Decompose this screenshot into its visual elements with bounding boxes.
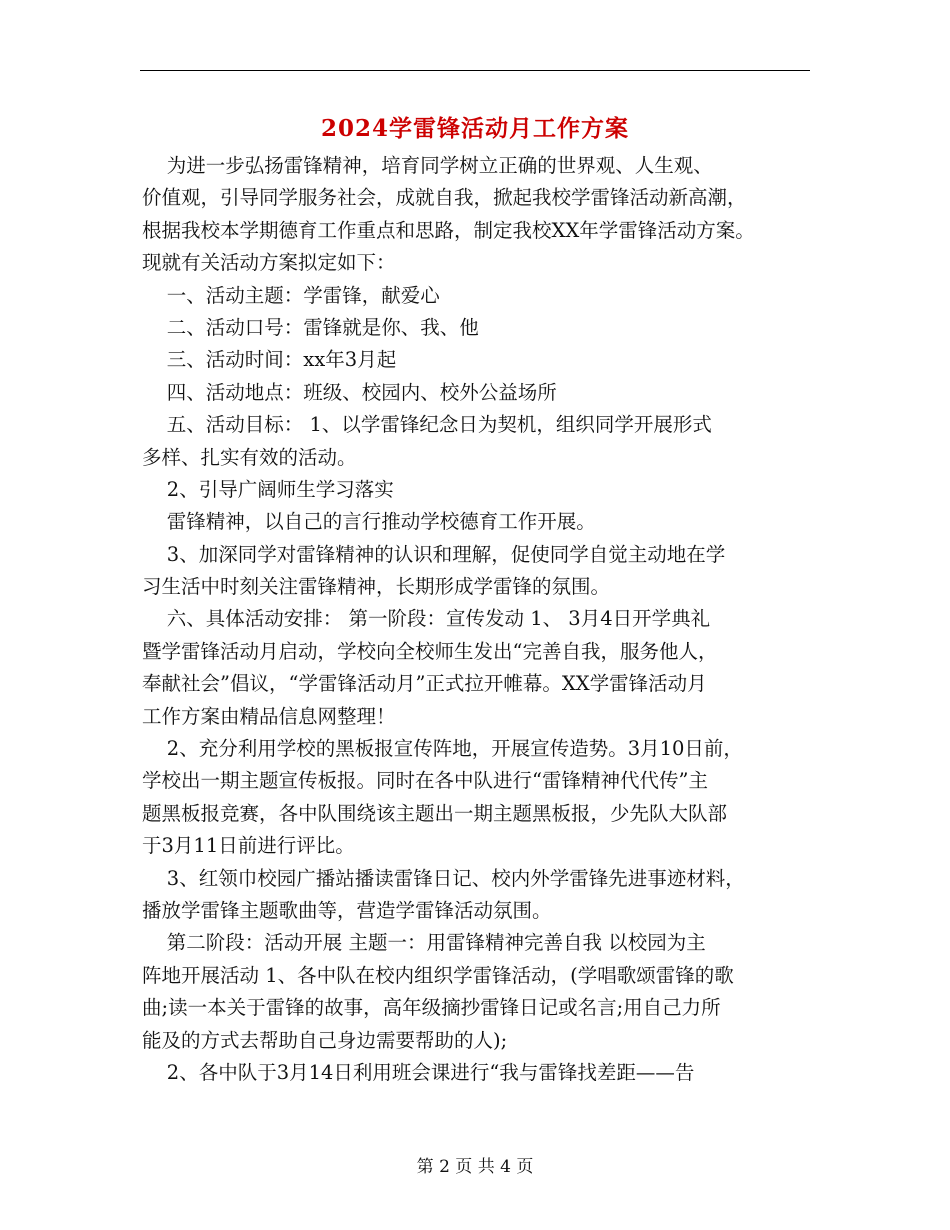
- text-line: 根据我校本学期德育工作重点和思路，制定我校XX年学雷锋活动方案。: [142, 218, 755, 242]
- text-line: 播放学雷锋主题歌曲等，营造学雷锋活动氛围。: [142, 898, 552, 922]
- text-line: 第二阶段：活动开展 主题一：用雷锋精神完善自我 以校园为主: [142, 931, 706, 955]
- text-line: 价值观，引导同学服务社会，成就自我，掀起我校学雷锋活动新高潮，: [142, 186, 747, 210]
- text-line: 暨学雷锋活动月启动，学校向全校师生发出“完善自我，服务他人，: [142, 639, 718, 663]
- text-line: 题黑板报竞赛，各中队围绕该主题出一期主题黑板报，少先队大队部: [142, 801, 728, 825]
- header-rule: [140, 70, 810, 71]
- text-line: 2、引导广阔师生学习落实: [142, 477, 394, 501]
- text-line: 曲;读一本关于雷锋的故事，高年级摘抄雷锋日记或名言;用自己力所: [142, 996, 721, 1020]
- document-body: [142, 150, 812, 1089]
- text-line: 于3月11日前进行评比。: [142, 834, 355, 858]
- text-line: 五、活动目标： 1、以学雷锋纪念日为契机，组织同学开展形式: [142, 413, 712, 437]
- text-line: 3、加深同学对雷锋精神的认识和理解，促使同学自觉主动地在学: [142, 542, 726, 566]
- page-number-footer: 第 2 页 共 4 页: [416, 1157, 534, 1177]
- text-line: 现就有关活动方案拟定如下：: [142, 251, 396, 275]
- text-line: 工作方案由精品信息网整理！: [142, 704, 396, 728]
- text-line: 2、充分利用学校的黑板报宣传阵地，开展宣传造势。3月10日前，: [142, 737, 743, 761]
- document-title: 2024学雷锋活动月工作方案: [320, 115, 629, 142]
- text-line: 奉献社会”倡议，“学雷锋活动月”正式拉开帷幕。XX学雷锋活动月: [142, 672, 707, 696]
- text-line: 雷锋精神，以自己的言行推动学校德育工作开展。: [142, 510, 596, 534]
- text-line: 习生活中时刻关注雷锋精神，长期形成学雷锋的氛围。: [142, 575, 611, 599]
- text-line: 阵地开展活动 1、各中队在校内组织学雷锋活动，(学唱歌颂雷锋的歌: [142, 963, 734, 987]
- text-line: 2、各中队于3月14日利用班会课进行“我与雷锋找差距——告: [142, 1060, 695, 1084]
- text-line: 一、活动主题：学雷锋，献爱心: [142, 283, 440, 307]
- text-line: 多样、扎实有效的活动。: [142, 445, 357, 469]
- text-line: 能及的方式去帮助自己身边需要帮助的人);: [142, 1028, 508, 1052]
- text-line: 二、活动口号：雷锋就是你、我、他: [142, 315, 479, 339]
- text-line: 学校出一期主题宣传板报。同时在各中队进行“雷锋精神代代传”主: [142, 769, 708, 793]
- text-line: 三、活动时间：xx年3月起: [142, 348, 397, 372]
- text-line: 四、活动地点：班级、校园内、校外公益场所: [142, 380, 557, 404]
- text-line: 六、具体活动安排： 第一阶段：宣传发动 1、 3月4日开学典礼: [142, 607, 711, 631]
- text-line: 3、红领巾校园广播站播读雷锋日记、校内外学雷锋先进事迹材料，: [142, 866, 745, 890]
- text-line: 为进一步弘扬雷锋精神，培育同学树立正确的世界观、人生观、: [142, 154, 713, 177]
